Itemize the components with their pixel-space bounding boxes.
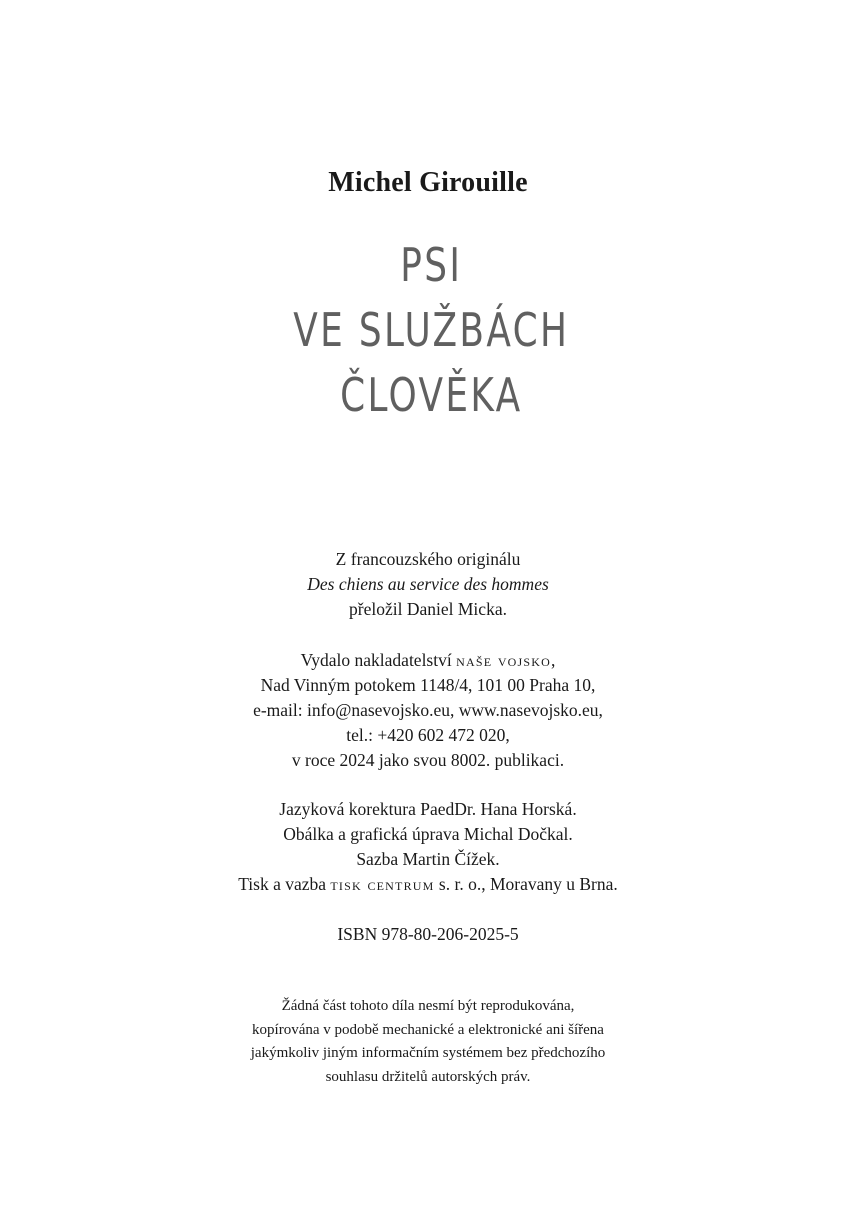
publisher-prefix: Vydalo nakladatelství xyxy=(300,650,457,670)
author-name: Michel Girouille xyxy=(328,167,528,198)
publication-year: v roce 2024 jako svou 8002. publikaci. xyxy=(291,750,565,770)
copyright-line: kopírována v podobě mechanické a elektronické ani šířena xyxy=(252,1021,604,1038)
book-title xyxy=(97,233,765,428)
print-suffix: s. r. o., Moravany u Brna. xyxy=(434,874,618,894)
publisher-line xyxy=(0,648,856,673)
publisher-suffix: , xyxy=(551,650,556,670)
publisher-phone: tel.: +420 602 472 020, xyxy=(346,725,510,745)
translation-note xyxy=(0,547,856,622)
publisher-info xyxy=(0,648,856,773)
publisher-name: naše vojsko xyxy=(456,650,552,670)
print-prefix: Tisk a vazba xyxy=(238,874,331,894)
copyright-line: Žádná část tohoto díla nesmí být reprodukována, xyxy=(281,998,575,1014)
publisher-address: Nad Vinným potokem 1148/4, 101 00 Praha 10, xyxy=(260,675,596,695)
original-title: Des chiens au service des hommes xyxy=(307,574,549,594)
copyright-notice xyxy=(0,995,856,1089)
cover-credit: Obálka a grafická úprava Michal Dočkal. xyxy=(283,824,573,844)
credits xyxy=(0,797,856,897)
printer-name: tisk centrum xyxy=(330,874,435,894)
copyright-line: souhlasu držitelů autorských práv. xyxy=(325,1068,531,1085)
title-line: VE SLUŽBÁCH xyxy=(293,303,570,357)
title-line: PSI xyxy=(400,238,463,292)
publisher-contact: e-mail: info@nasevojsko.eu, www.nasevojsko.eu, xyxy=(253,700,603,720)
typesetting-credit: Sazba Martin Čížek. xyxy=(356,849,500,869)
isbn: ISBN 978-80-206-2025-5 xyxy=(337,924,519,944)
translator-line: přeložil Daniel Micka. xyxy=(349,599,507,619)
print-credit xyxy=(0,872,856,897)
title-line: ČLOVĚKA xyxy=(340,368,523,422)
proofreading-credit: Jazyková korektura PaedDr. Hana Horská. xyxy=(279,799,577,819)
translation-line: Z francouzského originálu xyxy=(335,549,521,569)
copyright-line: jakýmkoliv jiným informačním systémem bez předchozího xyxy=(250,1045,606,1061)
